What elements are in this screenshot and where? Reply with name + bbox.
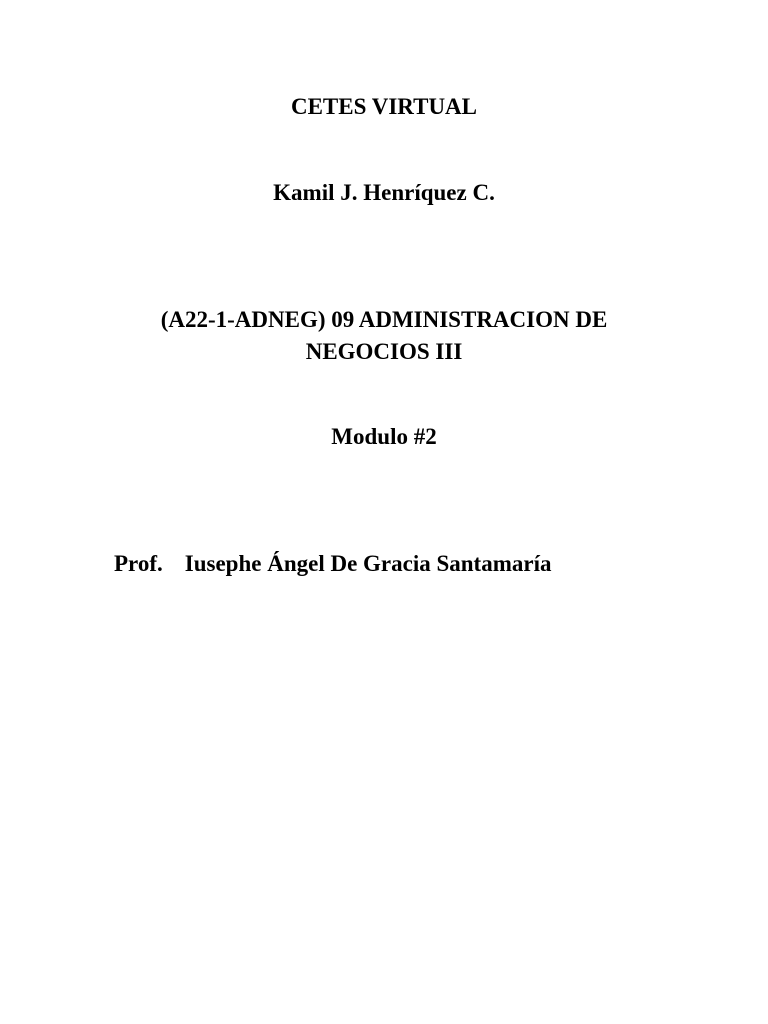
institution-title: CETES VIRTUAL: [290, 94, 478, 119]
professor-name: Iusephe Ángel De Gracia Santamaría: [184, 551, 552, 576]
student-name: Kamil J. Henríquez C.: [273, 180, 495, 205]
course-title-line-2: NEGOCIOS III: [305, 339, 463, 364]
module-title: Modulo #2: [331, 424, 437, 449]
course-title-line-1: (A22-1-ADNEG) 09 ADMINISTRACION DE: [160, 307, 608, 332]
professor-line: [114, 549, 551, 579]
professor-label: Prof.: [114, 551, 163, 576]
